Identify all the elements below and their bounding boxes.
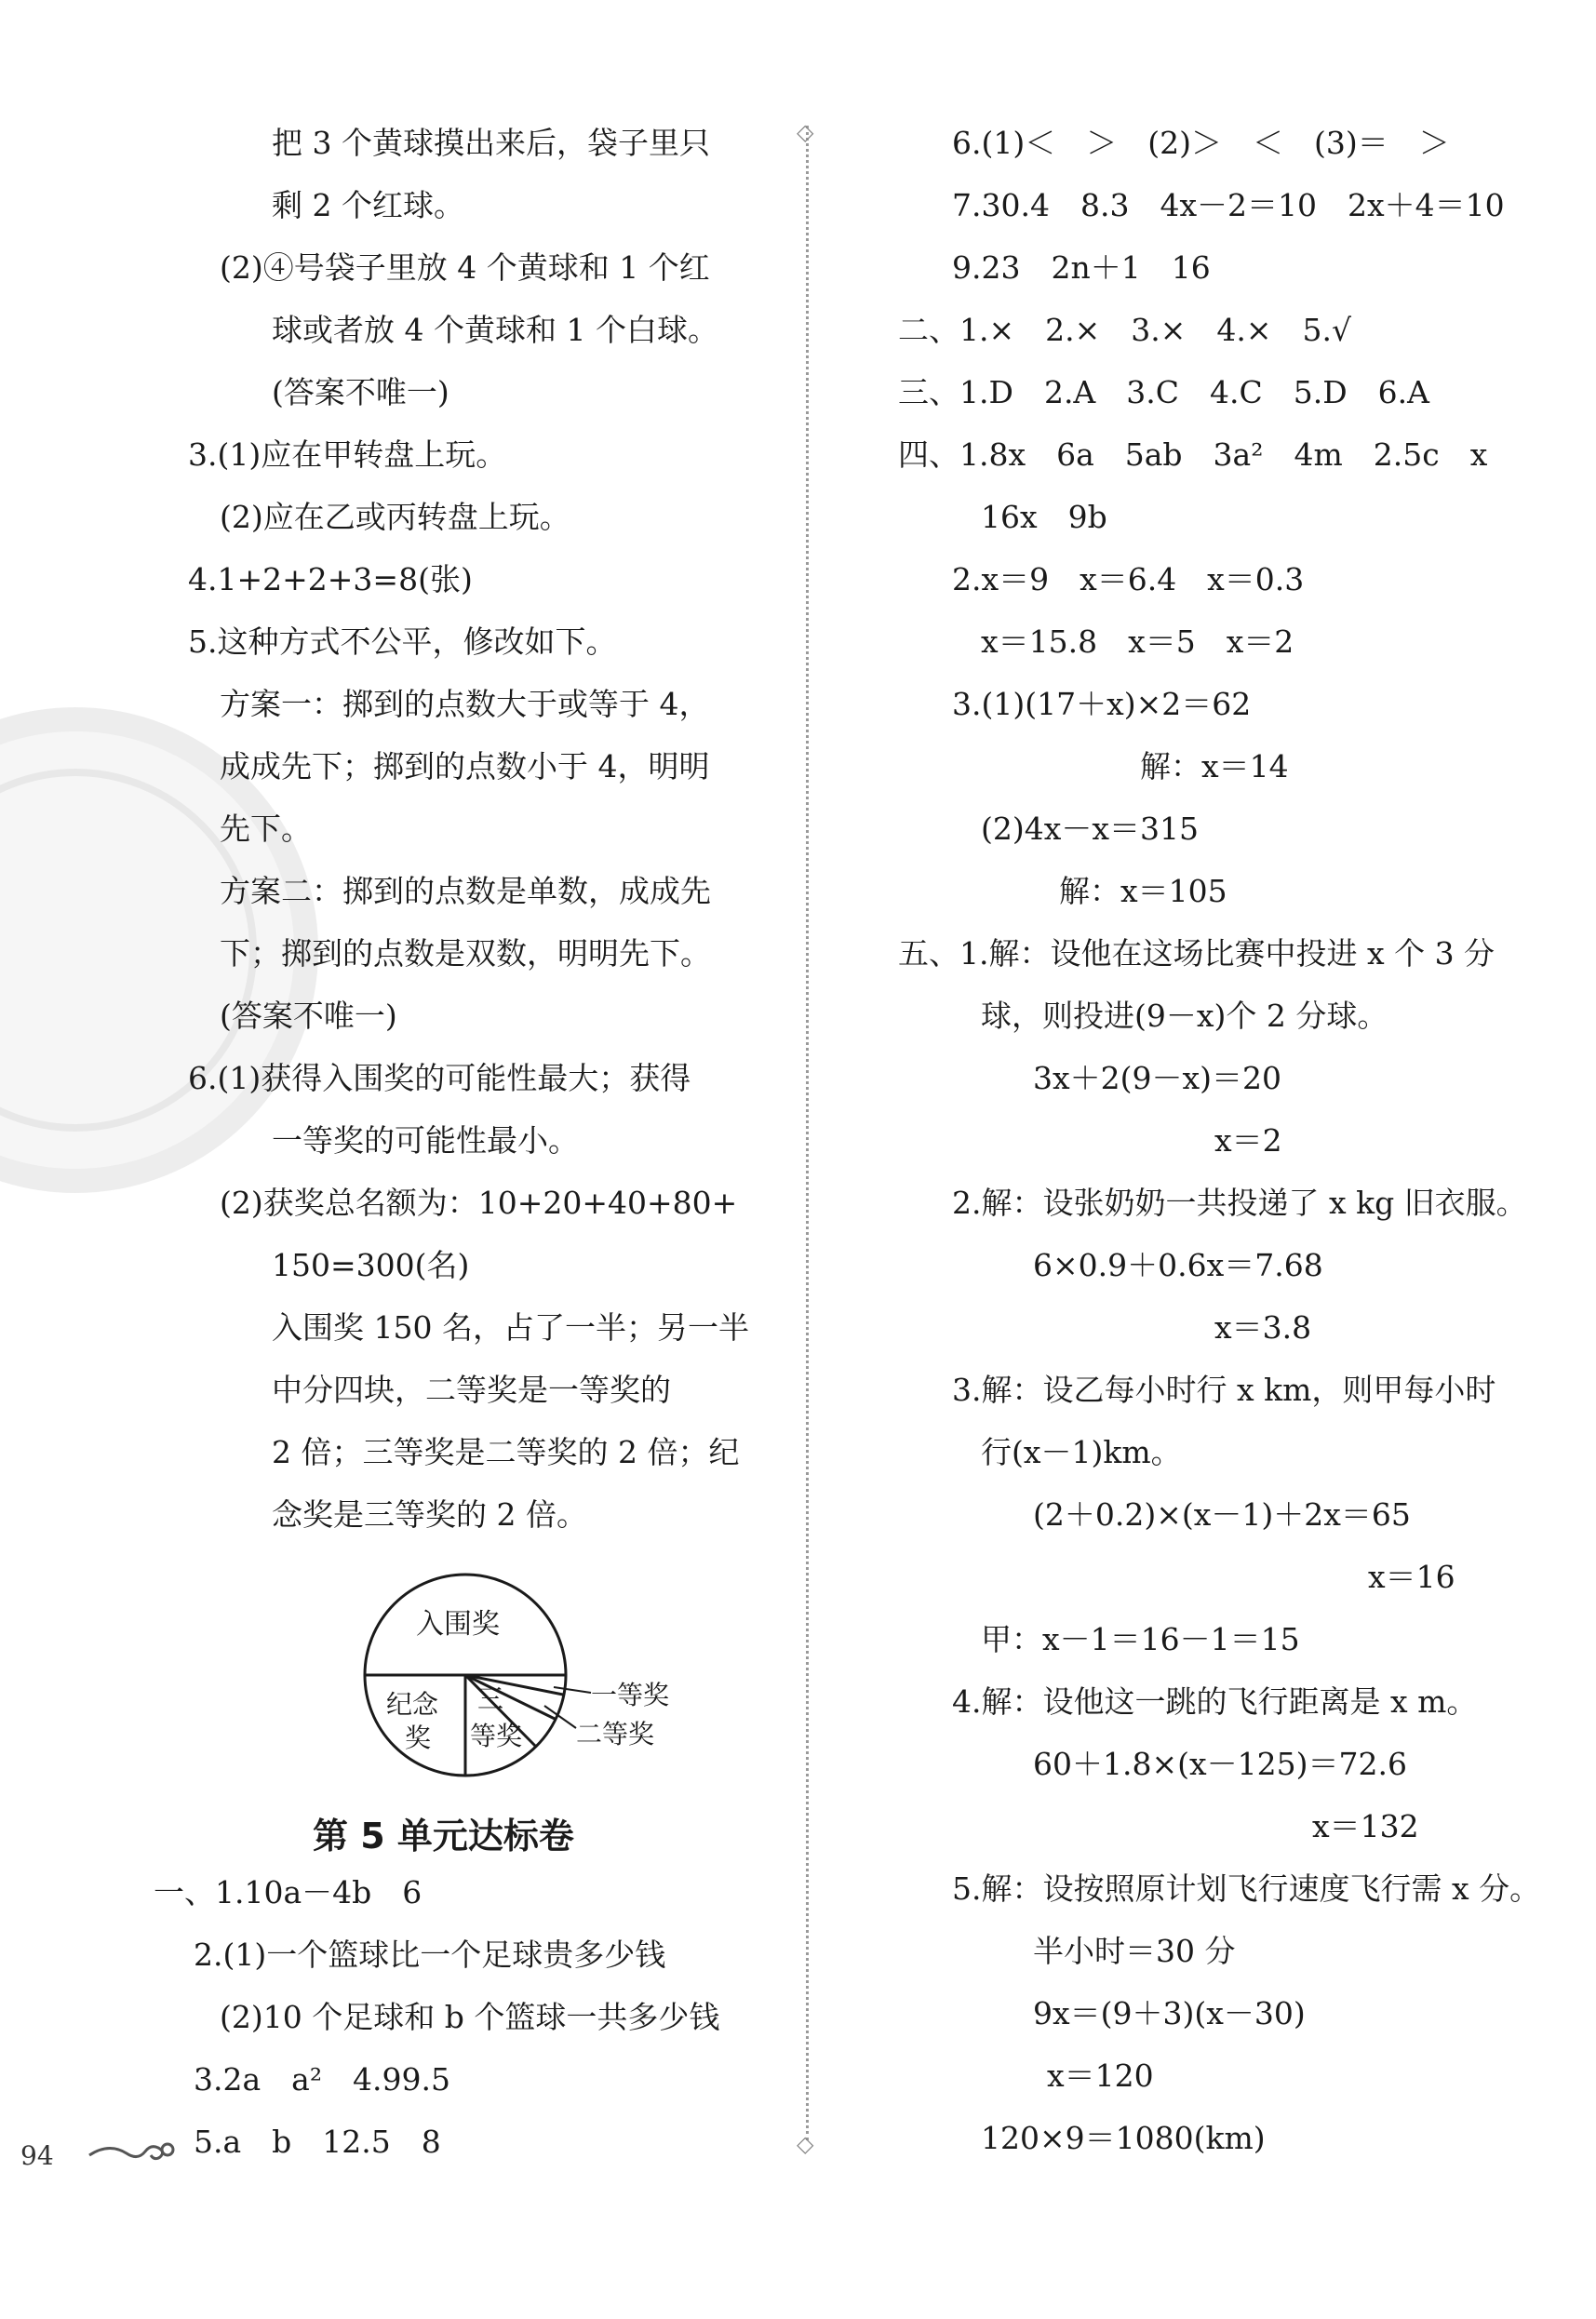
text-line: 5.a b 12.5 8 bbox=[194, 2124, 441, 2160]
text-line: (2)4x－x＝315 bbox=[981, 811, 1199, 847]
text-line: 下；掷到的点数是双数，明明先下。 bbox=[220, 935, 711, 972]
text-line: 3x＋2(9－x)＝20 bbox=[1033, 1060, 1281, 1096]
text-line: (2)应在乙或丙转盘上玩。 bbox=[220, 499, 570, 535]
text-line: (答案不唯一) bbox=[272, 374, 449, 410]
pie-label-second-prize: 二等奖 bbox=[576, 1719, 655, 1749]
text-line: (答案不唯一) bbox=[220, 998, 397, 1034]
text-line: 念奖是三等奖的 2 倍。 bbox=[272, 1496, 587, 1533]
text-line: x＝3.8 bbox=[1214, 1309, 1312, 1346]
text-line: 120×9＝1080(km) bbox=[981, 2120, 1266, 2156]
text-line: 3.解：设乙每小时行 x km，则甲每小时 bbox=[952, 1372, 1496, 1408]
first-prize-leader bbox=[554, 1687, 591, 1693]
prize-pie-diagram bbox=[358, 1568, 693, 1782]
text-line: 球或者放 4 个黄球和 1 个白球。 bbox=[272, 312, 718, 348]
text-line: 解：x＝105 bbox=[1059, 873, 1227, 909]
text-line: 2 倍；三等奖是二等奖的 2 倍；纪 bbox=[272, 1434, 740, 1470]
text-line: 解：x＝14 bbox=[1140, 748, 1289, 784]
text-line: 5.这种方式不公平，修改如下。 bbox=[188, 623, 617, 660]
cloud-swirl-ornament bbox=[86, 2137, 179, 2165]
text-line: (2)获奖总名额为：10+20+40+80+ bbox=[220, 1185, 738, 1221]
text-line: (2)10 个足球和 b 个篮球一共多少钱 bbox=[220, 1999, 720, 2035]
text-line: (2＋0.2)×(x－1)＋2x＝65 bbox=[1033, 1496, 1411, 1533]
text-line: 7.30.4 8.3 4x－2＝10 2x＋4＝10 bbox=[952, 187, 1505, 223]
text-line: 球，则投进(9－x)个 2 分球。 bbox=[981, 998, 1388, 1034]
divider-top-ornament: ◇ bbox=[797, 119, 814, 145]
text-line: 甲：x－1＝16－1＝15 bbox=[981, 1621, 1300, 1657]
text-line: 4.1+2+2+3=8(张) bbox=[188, 561, 473, 597]
text-line: 成成先下；掷到的点数小于 4，明明 bbox=[220, 748, 710, 784]
text-line: 四、1.8x 6a 5ab 3a² 4m 2.5c x bbox=[898, 436, 1488, 473]
text-line: 60＋1.8×(x－125)＝72.6 bbox=[1033, 1746, 1407, 1782]
text-line: 半小时＝30 分 bbox=[1033, 1933, 1236, 1969]
text-line: 2.解：设张奶奶一共投递了 x kg 旧衣服。 bbox=[952, 1185, 1527, 1221]
text-line: 3.2a a² 4.99.5 bbox=[194, 2061, 451, 2098]
text-line: 三、1.D 2.A 3.C 4.C 5.D 6.A bbox=[898, 374, 1429, 410]
unit-heading: 第 5 单元达标卷 bbox=[313, 1816, 574, 1857]
text-line: 把 3 个黄球摸出来后，袋子里只 bbox=[272, 125, 710, 161]
text-line: 6.(1)＜ ＞ (2)＞ ＜ (3)＝ ＞ bbox=[952, 125, 1450, 161]
text-line: 3.(1)应在甲转盘上玩。 bbox=[188, 436, 507, 473]
pie-label-commemorative-2: 奖 bbox=[405, 1722, 432, 1753]
text-line: 3.(1)(17＋x)×2＝62 bbox=[952, 686, 1252, 722]
column-divider bbox=[806, 126, 809, 2140]
text-line: 16x 9b bbox=[981, 499, 1107, 535]
divider-bottom-ornament: ◇ bbox=[797, 2131, 814, 2157]
text-line: 9x＝(9＋3)(x－30) bbox=[1033, 1995, 1306, 2031]
text-line: 二、1.× 2.× 3.× 4.× 5.√ bbox=[898, 312, 1352, 348]
text-line: 6.(1)获得入围奖的可能性最大；获得 bbox=[188, 1060, 691, 1096]
pie-label-third-2: 等奖 bbox=[470, 1721, 523, 1751]
text-line: 9.23 2n＋1 16 bbox=[952, 249, 1211, 286]
text-line: 先下。 bbox=[220, 811, 312, 847]
pie-label-commemorative-1: 纪念 bbox=[386, 1689, 439, 1720]
text-line: 剩 2 个红球。 bbox=[272, 187, 464, 223]
text-line: 入围奖 150 名，占了一半；另一半 bbox=[272, 1309, 749, 1346]
pie-label-finalist: 入围奖 bbox=[416, 1608, 500, 1641]
text-line: 行(x－1)km。 bbox=[981, 1434, 1182, 1470]
text-line: 6×0.9＋0.6x＝7.68 bbox=[1033, 1247, 1323, 1283]
text-line: 5.解：设按照原计划飞行速度飞行需 x 分。 bbox=[952, 1870, 1541, 1907]
text-line: 150=300(名) bbox=[272, 1247, 470, 1283]
text-line: 一等奖的可能性最小。 bbox=[272, 1122, 579, 1159]
text-line: 2.x＝9 x＝6.4 x＝0.3 bbox=[952, 561, 1305, 597]
text-line: x＝120 bbox=[1047, 2058, 1154, 2094]
text-line: (2)④号袋子里放 4 个黄球和 1 个红 bbox=[220, 249, 710, 286]
text-line: x＝15.8 x＝5 x＝2 bbox=[981, 623, 1294, 660]
page-number: 94 bbox=[20, 2140, 54, 2171]
text-line: x＝16 bbox=[1368, 1559, 1455, 1595]
text-line: 五、1.解：设他在这场比赛中投进 x 个 3 分 bbox=[898, 935, 1495, 972]
text-line: 中分四块，二等奖是一等奖的 bbox=[272, 1372, 671, 1408]
pie-label-first-prize: 一等奖 bbox=[591, 1680, 670, 1710]
text-line: x＝2 bbox=[1214, 1122, 1282, 1159]
text-line: x＝132 bbox=[1312, 1808, 1419, 1844]
pie-label-third-1: 三 bbox=[477, 1683, 504, 1714]
text-line: 4.解：设他这一跳的飞行距离是 x m。 bbox=[952, 1683, 1478, 1720]
text-line: 2.(1)一个篮球比一个足球贵多少钱 bbox=[194, 1937, 666, 1973]
text-line: 方案二：掷到的点数是单数，成成先 bbox=[220, 873, 711, 909]
text-line: 一、1.10a－4b 6 bbox=[154, 1874, 422, 1910]
text-line: 方案一：掷到的点数大于或等于 4， bbox=[220, 686, 710, 722]
